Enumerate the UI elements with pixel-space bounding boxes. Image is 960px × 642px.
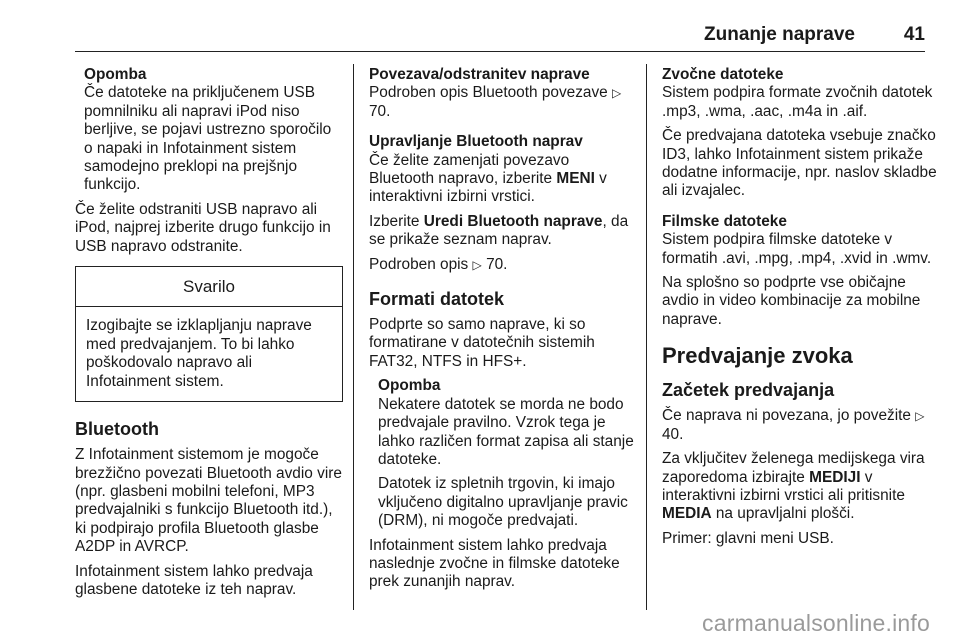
video-paragraph-1: Sistem podpira filmske datoteke v formatih .avi, .mpg, .mp4, .xvid in .wmv. (662, 231, 932, 267)
column-divider-right (646, 64, 647, 610)
audio-files-heading: Zvočne datoteke (662, 66, 784, 83)
bluetooth-paragraph-2: Infotainment sistem lahko predvaja glasbene datoteke iz teh naprav. (75, 562, 313, 598)
sound-playback-heading: Predvajanje zvoka (662, 343, 853, 369)
note-formats (369, 377, 637, 530)
manage-paragraph-3: Podroben opis ▷ 70. (369, 255, 508, 273)
note-usb (75, 66, 343, 195)
formats-heading: Formati datotek (369, 289, 505, 310)
manage-ref[interactable]: 70. (486, 255, 508, 273)
note-text: Če datoteke na priključenem USB pomnilniku ali napravi iPod niso berljive, se pojavi ustrezno sporočilo o napaki in Infotainment sistem samodejno preklopi na prejšnjo funkcijo. (84, 84, 332, 194)
formats-text: Podprte so samo naprave, ki so formatirane v datotečnih sistemih FAT32, NTFS in HFS+. (369, 316, 595, 370)
manage-heading: Upravljanje Bluetooth naprav (369, 133, 583, 151)
column-1 (75, 66, 343, 605)
column-divider-left (353, 64, 354, 610)
start-ref[interactable]: 40. (662, 425, 684, 443)
connection-text: Podroben opis Bluetooth povezave ▷ 70. (369, 84, 622, 120)
start-paragraph-3: Primer: glavni meni USB. (662, 529, 834, 547)
warning-title: Svarilo (76, 267, 342, 307)
note-paragraph-1: Nekatere datotek se morda ne bodo predvajale pravilno. Vzrok tega je lahko različen format zapisa ali stanje datoteke. (378, 395, 634, 468)
warning-text: Izogibajte se izklapljanju naprave med predvajanjem. To bi lahko poškodovalo napravo ali Infotainment sistem. (86, 317, 312, 390)
column-2 (369, 66, 637, 598)
note-paragraph-2: Datotek iz spletnih trgovin, ki imajo vključeno digitalno upravljanje pravic (DRM), ni mogoče predvajati. (378, 475, 628, 530)
bluetooth-paragraph-1: Z Infotainment sistemom je mogoče brezžično povezati Bluetooth avdio vire (npr. glasbeni mobilni telefoni, MP3 predvajalniki s funkcijo Bluetooth itd.), ki podpirajo profila Bluetooth glasbe A2DP in AVRCP. (75, 446, 342, 556)
start-paragraph-2: Za vključitev želenega medijskega vira zaporedoma izbirajte MEDIJI v interaktivni izbirni vrstici ali pritisnite MEDIA na upravljalni plošči. (662, 450, 925, 523)
connection-heading: Povezava/odstranitev naprave (369, 66, 590, 83)
bluetooth-heading: Bluetooth (75, 419, 159, 440)
note-title: Opomba (378, 377, 441, 395)
cross-reference-icon: ▷ (612, 86, 622, 101)
cross-reference-icon: ▷ (472, 257, 482, 272)
warning-box (75, 266, 343, 402)
header-title: Zunanje naprave (704, 24, 855, 45)
audio-paragraph-1: Sistem podpira formate zvočnih datotek .mp3, .wma, .aac, .m4a in .aif. (662, 84, 933, 120)
video-files-heading: Filmske datoteke (662, 212, 787, 230)
manage-paragraph-1: Če želite zamenjati povezavo Bluetooth napravo, izberite MENI v interaktivni izbirni vrstici. (369, 151, 607, 206)
note-title: Opomba (84, 66, 147, 83)
watermark: carmanualsonline.info (702, 610, 930, 636)
connection-ref[interactable]: 70. (369, 102, 391, 120)
cross-reference-icon: ▷ (915, 409, 925, 424)
header-rule (75, 51, 925, 52)
audio-paragraph-2: Če predvajana datoteka vsebuje značko ID3, lahko Infotainment sistem prikaže dodatne informacije, npr. naslov skladbe ali izvajalec. (662, 127, 937, 200)
playback-text: Infotainment sistem lahko predvaja naslednje zvočne in filmske datoteke prek zunanjih naprav. (369, 536, 620, 591)
remove-usb-text: Če želite odstraniti USB napravo ali iPod, najprej izberite drugo funkcijo in USB napravo odstranite. (75, 200, 331, 255)
start-paragraph-1: Če naprava ni povezana, jo povežite ▷ 40. (662, 407, 925, 443)
column-3 (662, 66, 938, 554)
start-playback-heading: Začetek predvajanja (662, 380, 835, 401)
page-number: 41 (903, 24, 925, 45)
manage-paragraph-2: Izberite Uredi Bluetooth naprave, da se prikaže seznam naprav. (369, 212, 629, 249)
page-header (75, 26, 925, 52)
video-paragraph-2: Na splošno so podprte vse običajne avdio in video kombinacije za mobilne naprave. (662, 274, 921, 328)
